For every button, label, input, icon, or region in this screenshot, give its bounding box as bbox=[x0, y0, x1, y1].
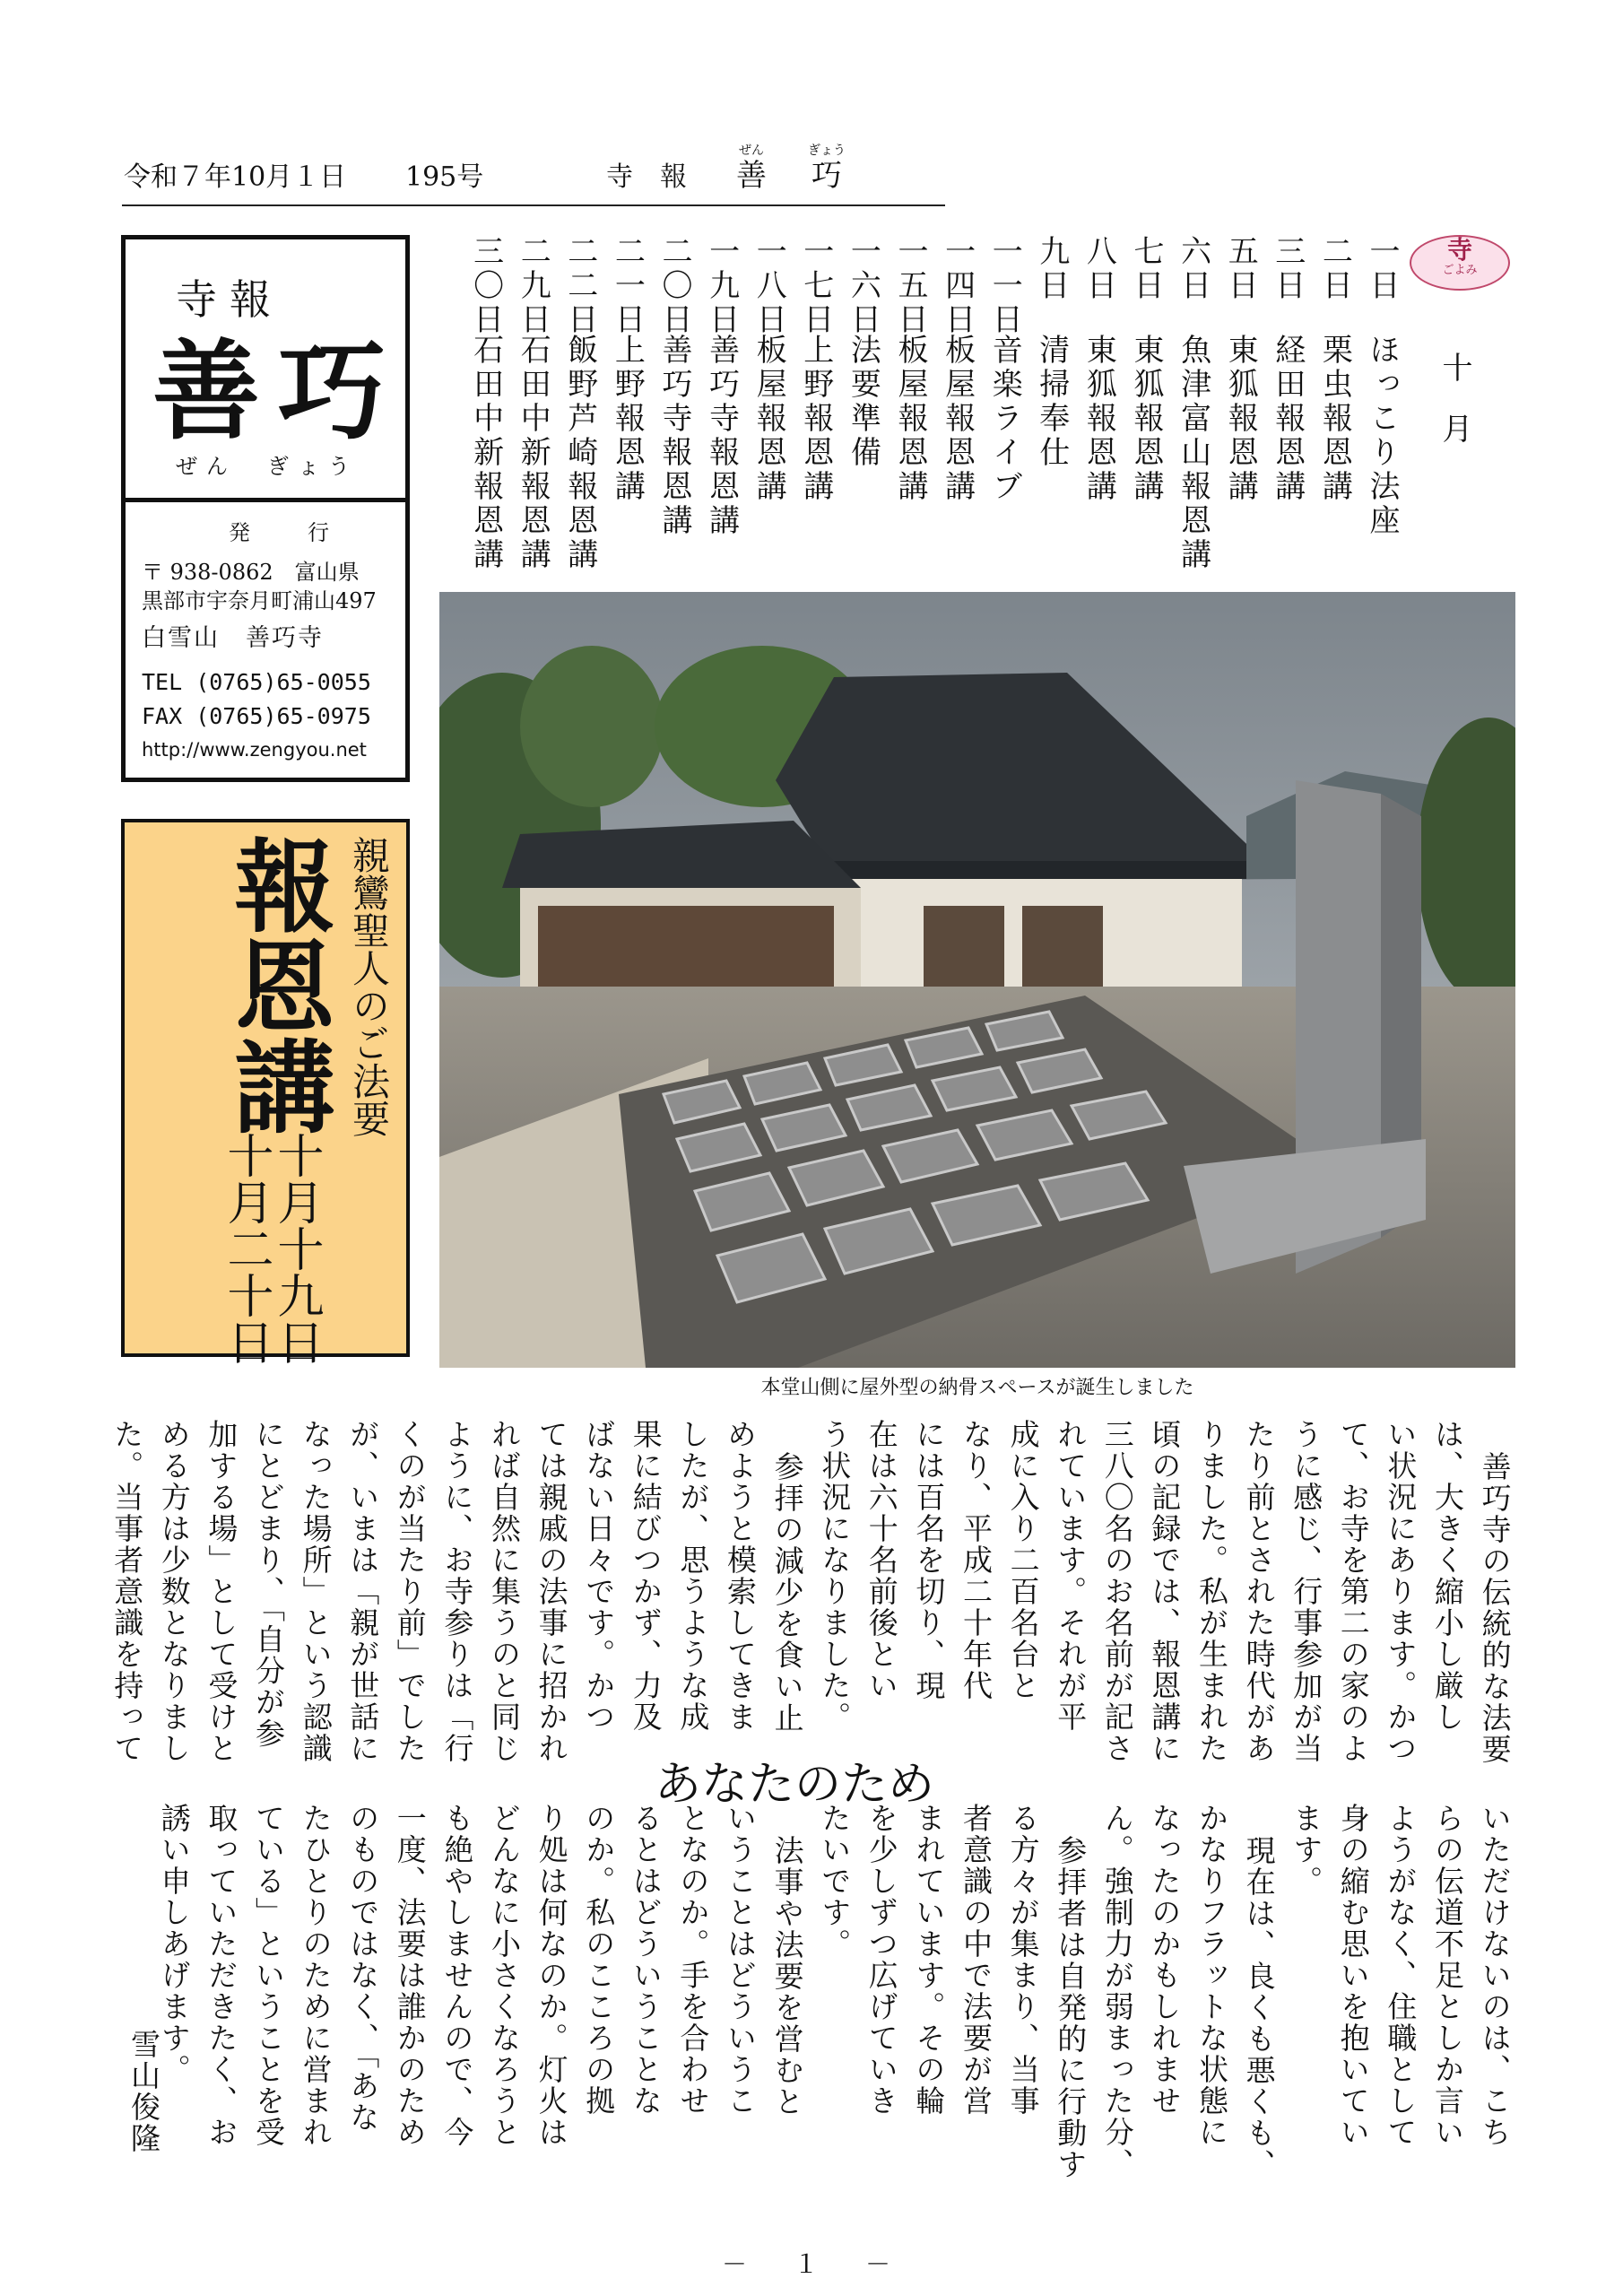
calendar-entry bbox=[838, 235, 886, 470]
issue-number: 195号 bbox=[405, 161, 484, 193]
calendar-entry bbox=[1309, 235, 1358, 504]
publisher-fax: FAX (0765)65-0975 bbox=[142, 703, 371, 729]
calendar-entry bbox=[697, 235, 745, 538]
calendar-event: 法要準備 bbox=[845, 334, 881, 470]
article-line: のか。私のこころの拠 bbox=[581, 1803, 617, 2117]
header-title-label: 寺 報 bbox=[606, 161, 687, 193]
article-line: いうことはどういうこ bbox=[722, 1803, 758, 2117]
calendar-event: ほっこり法座 bbox=[1364, 334, 1400, 538]
publisher-label: 発 行 bbox=[229, 520, 347, 545]
calendar-entry bbox=[791, 235, 839, 504]
calendar-day: 三〇日 bbox=[467, 235, 504, 337]
calendar-event: 板屋報恩講 bbox=[892, 334, 928, 504]
calendar-entry bbox=[979, 235, 1028, 504]
header-gyou: 巧 bbox=[812, 158, 842, 194]
article-line: 三八〇名のお名前が記さ bbox=[1099, 1419, 1135, 1764]
page-number: － １ － bbox=[721, 2249, 901, 2279]
article-line: 善巧寺の伝統的な法要 bbox=[1477, 1451, 1513, 1765]
article-line: める方は少数となりまし bbox=[156, 1419, 192, 1764]
calendar-day: 一四日 bbox=[939, 235, 976, 337]
publisher-url[interactable]: http://www.zengyou.net bbox=[142, 739, 367, 761]
article-line: には百名を切り、現 bbox=[911, 1419, 947, 1701]
article-line: ように、お寺参りは「行 bbox=[439, 1419, 475, 1764]
article-line: 誘い申しあげます。 bbox=[156, 1803, 192, 2085]
calendar-event: 板屋報恩講 bbox=[939, 334, 976, 504]
article-line: なったのかもしれませ bbox=[1147, 1803, 1183, 2117]
article-line: ては親戚の法事に招かれ bbox=[534, 1419, 569, 1764]
calendar-event: 魚津富山報恩講 bbox=[1175, 334, 1211, 572]
article-line: のものではなく、「あな bbox=[345, 1803, 381, 2134]
calendar-day: 一五日 bbox=[892, 235, 928, 337]
article-line: は、大きく縮小し厳し bbox=[1429, 1419, 1465, 1733]
calendar-day: 六日 bbox=[1175, 235, 1211, 303]
calendar-event: 上野報恩講 bbox=[609, 334, 646, 504]
announcement-title: 報恩講 bbox=[218, 834, 335, 1135]
calendar-entry bbox=[885, 235, 933, 504]
header-zen: 善 bbox=[736, 158, 767, 194]
calendar-day: 一七日 bbox=[797, 235, 834, 337]
article-line: たひとりのために営まれ bbox=[298, 1803, 334, 2148]
article-line: るとはどういうことな bbox=[628, 1803, 664, 2117]
calendar-event: 善巧寺報恩講 bbox=[656, 334, 692, 538]
article-line: 果に結びつかず、力及 bbox=[628, 1419, 664, 1733]
article-line: ん。強制力が弱まった分、 bbox=[1099, 1803, 1135, 2179]
calendar-month: 十 月 bbox=[1436, 352, 1472, 443]
calendar-entry bbox=[1168, 235, 1217, 572]
calendar-entry bbox=[1121, 235, 1169, 504]
article-line: ます。 bbox=[1289, 1803, 1324, 1897]
header-rule bbox=[122, 204, 945, 206]
calendar-entry bbox=[1215, 235, 1263, 504]
article-line: 現在は、良くも悪くも、 bbox=[1241, 1835, 1277, 2180]
calendar-event: 経田報恩講 bbox=[1269, 334, 1306, 504]
calendar-entry bbox=[1027, 235, 1075, 470]
calendar-badge bbox=[1410, 235, 1510, 291]
article-line: る方々が集まり、当事 bbox=[1005, 1803, 1041, 2117]
masthead-kana: ぜん ぎょう bbox=[176, 454, 359, 479]
article-line: 頃の記録では、報恩講に bbox=[1147, 1419, 1183, 1764]
masthead-divider bbox=[121, 498, 410, 502]
article-line: 身の縮む思いを抱いてい bbox=[1335, 1803, 1371, 2148]
article-author: 雪山俊隆 bbox=[126, 2029, 161, 2154]
calendar-day: 二一日 bbox=[609, 235, 646, 337]
calendar-badge-sub: ごよみ bbox=[1442, 264, 1478, 277]
calendar-entry bbox=[1073, 235, 1122, 504]
publisher-postal: 〒 938-0862 富山県 bbox=[142, 560, 360, 585]
article-line: う状況になりました。 bbox=[817, 1419, 853, 1733]
calendar-day: 一六日 bbox=[845, 235, 881, 337]
calendar-day: 一九日 bbox=[703, 235, 740, 337]
calendar-day: 一日 bbox=[1364, 235, 1400, 303]
article-line: めようと模索してきま bbox=[722, 1419, 758, 1733]
calendar-day: 二二日 bbox=[561, 235, 598, 337]
article-line: らの伝道不足としか言い bbox=[1429, 1803, 1465, 2148]
article-line: 者意識の中で法要が営 bbox=[958, 1803, 994, 2117]
article-line: 参拝の減少を食い止 bbox=[769, 1451, 805, 1734]
article-line: たり前とされた時代があ bbox=[1241, 1419, 1277, 1764]
article-line: なった場所」という認識 bbox=[298, 1419, 334, 1764]
article-line: ばない日々です。かつ bbox=[581, 1419, 617, 1733]
article-line: となのか。手を合わせ bbox=[675, 1803, 711, 2117]
article-line: 法事や法要を営むと bbox=[769, 1835, 805, 2118]
header-title-char-1 bbox=[730, 144, 773, 194]
article-line: くのが当たり前」でした bbox=[392, 1419, 428, 1764]
article-line: を少しずつ広げていき bbox=[864, 1803, 899, 2117]
calendar-day: 八日 bbox=[1081, 235, 1117, 303]
masthead-small-title: 寺報 bbox=[176, 275, 283, 324]
calendar-event: 石田中新報恩講 bbox=[515, 334, 551, 572]
article-line: ている」ということを受 bbox=[250, 1803, 286, 2148]
article-line: が、いまは「親が世話に bbox=[345, 1419, 381, 1764]
calendar-day: 一一日 bbox=[986, 235, 1023, 337]
calendar-day: 七日 bbox=[1128, 235, 1164, 303]
calendar-event: 板屋報恩講 bbox=[751, 334, 787, 504]
article-line: りました。私が生まれた bbox=[1193, 1419, 1229, 1764]
article-line: うに感じ、行事参加が当 bbox=[1289, 1419, 1324, 1764]
calendar-event: 善巧寺報恩講 bbox=[703, 334, 740, 538]
calendar-badge-char: 寺 bbox=[1446, 235, 1472, 265]
article-title: あなたのため bbox=[655, 1758, 935, 1812]
article-line: 取っていただきたく、お bbox=[204, 1803, 239, 2148]
calendar-day: 一八日 bbox=[751, 235, 787, 337]
photo-caption: 本堂山側に屋外型の納骨スペースが誕生しました bbox=[760, 1377, 1194, 1399]
article-line: 加する場」として受けと bbox=[204, 1419, 239, 1764]
calendar-event: 飯野芦崎報恩講 bbox=[561, 334, 598, 572]
calendar-day: 三日 bbox=[1269, 235, 1306, 303]
calendar-entry bbox=[649, 235, 698, 538]
article-line: 在は六十名前後とい bbox=[864, 1419, 899, 1701]
masthead-big-title: 善巧 bbox=[152, 328, 404, 455]
article-line: ようがなく、住職として bbox=[1383, 1803, 1419, 2148]
article-line: したが、思うような成 bbox=[675, 1419, 711, 1733]
ruby-zen: ぜん bbox=[739, 144, 764, 158]
calendar-event: 清掃奉仕 bbox=[1033, 334, 1070, 470]
article-line: かなりフラットな状態に bbox=[1193, 1803, 1229, 2148]
calendar-entry bbox=[602, 235, 650, 504]
calendar-entry bbox=[743, 235, 792, 504]
article-line: いただけないのは、こち bbox=[1477, 1803, 1513, 2148]
calendar-event: 上野報恩講 bbox=[797, 334, 834, 504]
article-line: れています。それが平 bbox=[1053, 1419, 1089, 1733]
publisher-address: 黒部市宇奈月町浦山497 bbox=[142, 588, 377, 613]
article-line: 成に入り二百名台と bbox=[1005, 1419, 1041, 1701]
publisher-temple: 白雪山 善巧寺 bbox=[142, 624, 324, 652]
article-line: にとどまり、「自分が参 bbox=[250, 1419, 286, 1750]
calendar-day: 二九日 bbox=[515, 235, 551, 337]
calendar-event: 栗虫報恩講 bbox=[1316, 334, 1353, 504]
article-line: た。当事者意識を持って bbox=[109, 1419, 145, 1764]
calendar-event: 東狐報恩講 bbox=[1081, 334, 1117, 504]
calendar-event: 石田中新報恩講 bbox=[467, 334, 504, 572]
article-line: い状況にあります。かつ bbox=[1383, 1419, 1419, 1764]
header-title-char-2 bbox=[802, 144, 852, 194]
issue-date: 令和７年10月１日 bbox=[124, 161, 347, 193]
calendar-entry bbox=[461, 235, 509, 572]
article-line: どんなに小さくなろうと bbox=[486, 1803, 522, 2148]
calendar-entry bbox=[1357, 235, 1405, 538]
calendar-event: 音楽ライブ bbox=[986, 334, 1023, 504]
announcement-date-2: 十月二十日 bbox=[219, 1132, 273, 1365]
calendar-event: 東狐報恩講 bbox=[1128, 334, 1164, 504]
calendar-event: 東狐報恩講 bbox=[1222, 334, 1259, 504]
calendar-entry bbox=[933, 235, 981, 504]
announcement-subtitle: 親鸞聖人のご法要 bbox=[347, 836, 391, 1137]
publisher-tel: TEL (0765)65-0055 bbox=[142, 669, 371, 695]
calendar-entry bbox=[1263, 235, 1311, 504]
article-line: も絶やしませんので、今 bbox=[439, 1803, 475, 2148]
article-line: たいです。 bbox=[817, 1803, 853, 1960]
article-line: て、お寺を第二の家のよ bbox=[1335, 1419, 1371, 1764]
ruby-gyou: ぎょう bbox=[808, 144, 846, 158]
calendar-entry bbox=[555, 235, 603, 572]
announcement-date-1: 十月十九日 bbox=[269, 1132, 323, 1365]
temple-photo bbox=[439, 592, 1515, 1368]
article-line: まれています。その輪 bbox=[911, 1803, 947, 2117]
article-line: なり、平成二十年代 bbox=[958, 1419, 994, 1701]
article-line: 参拝者は自発的に行動す bbox=[1053, 1835, 1089, 2180]
calendar-day: 九日 bbox=[1033, 235, 1070, 303]
calendar-day: 二〇日 bbox=[656, 235, 692, 337]
calendar-day: 二日 bbox=[1316, 235, 1353, 303]
article-line: り処は何なのか。灯火は bbox=[534, 1803, 569, 2148]
article-line: れば自然に集うのと同じ bbox=[486, 1419, 522, 1764]
calendar-day: 五日 bbox=[1222, 235, 1259, 303]
article-line: 一度、法要は誰かのため bbox=[392, 1803, 428, 2148]
calendar-entry bbox=[508, 235, 556, 572]
